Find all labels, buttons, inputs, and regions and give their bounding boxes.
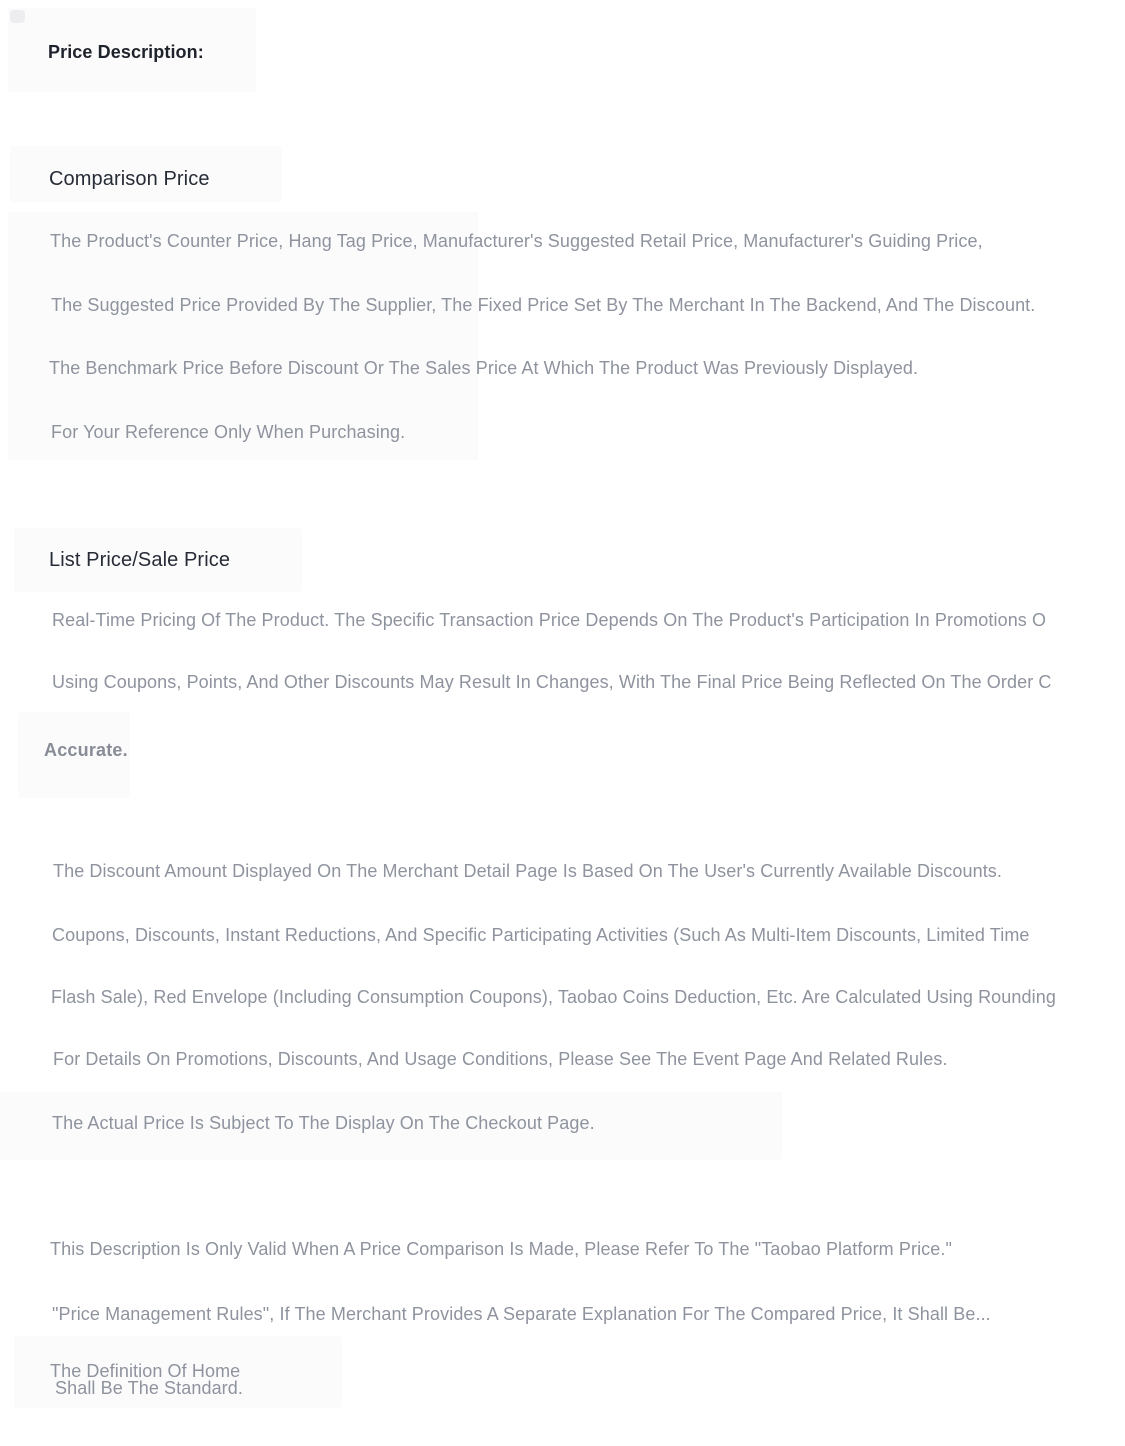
discount-line: Flash Sale), Red Envelope (Including Consumption Coupons), Taobao Coins Deduction, Etc. Are Calculated Using Rounding bbox=[51, 987, 1056, 1007]
corner-artifact bbox=[10, 10, 25, 23]
discount-line: The Discount Amount Displayed On The Merchant Detail Page Is Based On The User's Currently Available Discounts. bbox=[53, 861, 1002, 881]
list-price-line: Using Coupons, Points, And Other Discounts May Result In Changes, With The Final Price Being Reflected On The Order C bbox=[52, 672, 1052, 692]
section-heading-comparison-price: Comparison Price bbox=[49, 168, 210, 190]
page-title: Price Description: bbox=[48, 42, 204, 62]
list-price-line: Real-Time Pricing Of The Product. The Specific Transaction Price Depends On The Product's Participation In Promotions O bbox=[52, 610, 1047, 630]
validity-line: The Definition Of Home bbox=[50, 1361, 241, 1381]
discount-line: The Actual Price Is Subject To The Display On The Checkout Page. bbox=[52, 1113, 595, 1133]
section-heading-list-price: List Price/Sale Price bbox=[49, 549, 231, 571]
validity-line: Shall Be The Standard. bbox=[55, 1378, 243, 1398]
validity-line: "Price Management Rules", If The Merchant Provides A Separate Explanation For The Compared Price, It Shall Be... bbox=[52, 1304, 991, 1324]
validity-line: This Description Is Only Valid When A Price Comparison Is Made, Please Refer To The "Taobao Platform Price." bbox=[50, 1239, 952, 1259]
accurate-emphasis: Accurate. bbox=[44, 740, 128, 760]
comparison-price-line: The Benchmark Price Before Discount Or The Sales Price At Which The Product Was Previously Displayed. bbox=[49, 358, 919, 378]
discount-line: Coupons, Discounts, Instant Reductions, And Specific Participating Activities (Such As Multi-Item Discounts, Limited Time bbox=[52, 925, 1030, 945]
discount-line: For Details On Promotions, Discounts, And Usage Conditions, Please See The Event Page And Related Rules. bbox=[53, 1049, 948, 1069]
comparison-price-line: For Your Reference Only When Purchasing. bbox=[51, 422, 406, 442]
comparison-price-line: The Product's Counter Price, Hang Tag Price, Manufacturer's Suggested Retail Price, Manufacturer's Guiding Price, bbox=[50, 231, 983, 251]
comparison-price-line: The Suggested Price Provided By The Supplier, The Fixed Price Set By The Merchant In The Backend, And The Discount. bbox=[51, 295, 1036, 315]
